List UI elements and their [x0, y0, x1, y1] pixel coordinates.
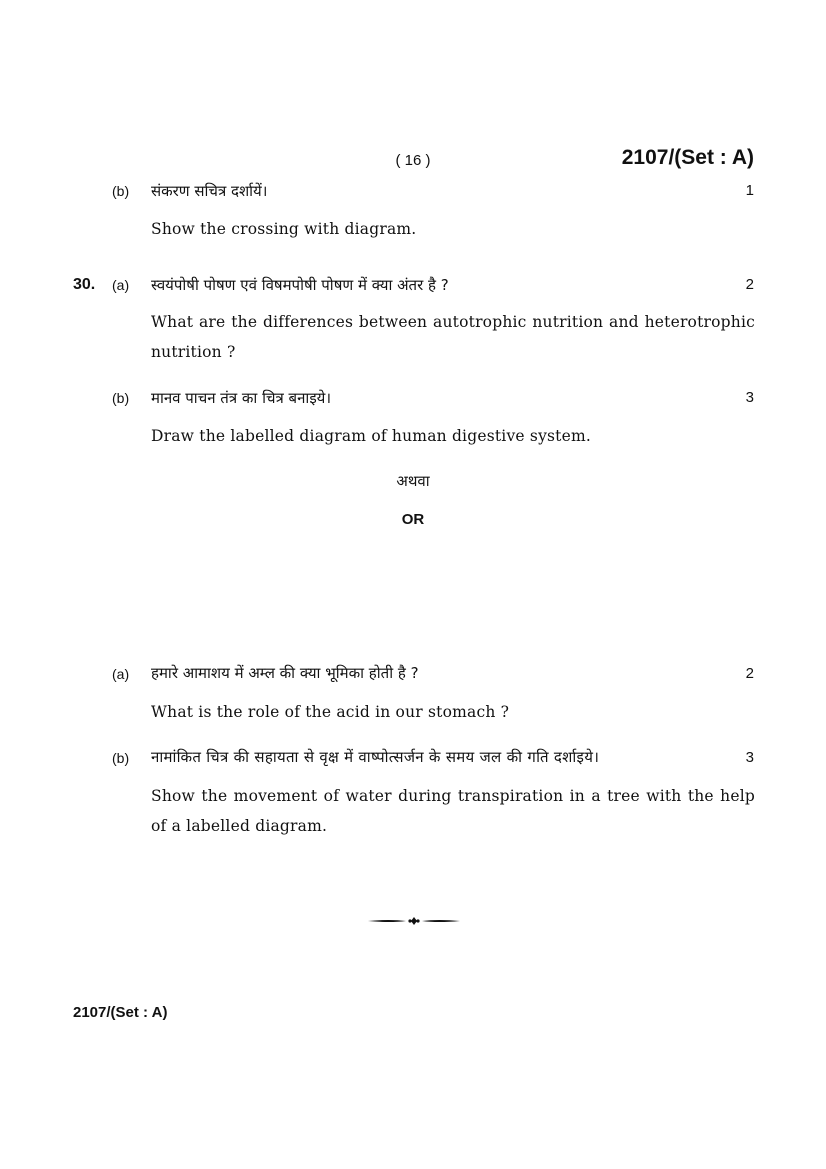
q30b-english: Draw the labelled diagram of human digestive system. — [151, 427, 592, 445]
q30-alt-b-marks: 3 — [745, 749, 754, 766]
q29b-english: Show the crossing with diagram. — [151, 220, 417, 238]
set-code-footer: 2107/(Set : A) — [73, 1004, 168, 1021]
q30b-part-label: (b) — [112, 390, 130, 406]
q29b-hindi: संकरण सचित्र दर्शायें। — [151, 182, 268, 200]
q30-number: 30. — [73, 276, 96, 293]
q30-alt-b-part-label: (b) — [112, 750, 130, 766]
page-number: ( 16 ) — [395, 152, 431, 169]
q30-alt-a-english: What is the role of the acid in our stomach ? — [151, 703, 510, 721]
or-english: OR — [401, 511, 425, 528]
q30-alt-a-marks: 2 — [745, 665, 754, 682]
q30-alt-a-part-label: (a) — [112, 666, 130, 682]
q30a-part-label: (a) — [112, 277, 130, 293]
end-ornament-icon — [366, 914, 462, 928]
q29b-marks: 1 — [745, 182, 754, 199]
q30a-hindi: स्वयंपोषी पोषण एवं विषमपोषी पोषण में क्या अंतर है ? — [151, 276, 449, 294]
q30b-marks: 3 — [745, 389, 754, 406]
q30a-english: What are the differences between autotrophic nutrition and heterotrophic nutrition ? — [151, 313, 755, 361]
q30b-hindi: मानव पाचन तंत्र का चित्र बनाइये। — [151, 389, 332, 407]
set-code-header: 2107/(Set : A) — [621, 146, 754, 169]
or-hindi: अथवा — [396, 472, 430, 490]
q30-alt-b-english: Show the movement of water during transpiration in a tree with the help of a labelled diagram. — [151, 787, 755, 835]
q30-alt-a-hindi: हमारे आमाशय में अम्ल की क्या भूमिका होती है ? — [151, 664, 419, 682]
q29b-part-label: (b) — [112, 183, 130, 199]
q30a-marks: 2 — [745, 276, 754, 293]
q30-alt-b-hindi: नामांकित चित्र की सहायता से वृक्ष में वाष्पोत्सर्जन के समय जल की गति दर्शाइये। — [151, 748, 600, 766]
